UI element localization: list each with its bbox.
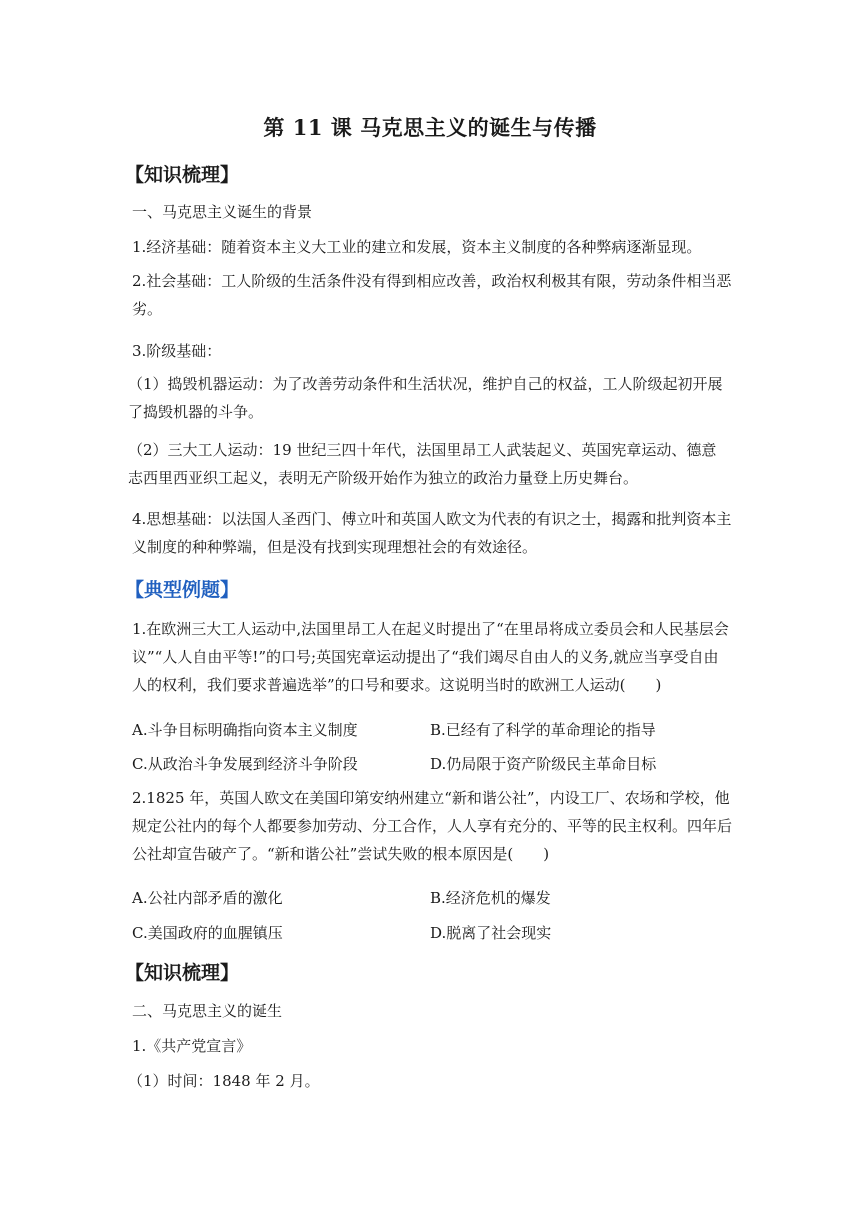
question-1-option-a: A.斗争目标明确指向资本主义制度 [132,721,358,739]
section-heading-knowledge: 【知识梳理】 [125,164,240,186]
question-2-option-a: A.公社内部矛盾的激化 [132,889,283,907]
paragraph-class-basis: 3.阶级基础： [132,342,222,360]
section-subtitle-background: 一、马克思主义诞生的背景 [132,203,313,221]
paragraph-social-basis: 2.社会基础：工人阶级的生活条件没有得到相应改善，政治权利极其有限，劳动条件相当恶劣。 [132,272,732,318]
question-1-stem: 1.在欧洲三大工人运动中,法国里昂工人在起义时提出了“在里昂将成立委员会和人民基层会议”“人人自由平等!”的口号;英国宪章运动提出了“我们竭尽自由人的义务,就应当享受自由人的权利，我们要求普遍选举”的口号和要求。这说明当时的欧洲工人运动( ) [132,620,729,694]
paragraph-economic-basis: 1.经济基础：随着资本主义大工业的建立和发展，资本主义制度的各种弊病逐渐显现。 [132,238,702,256]
section-heading-examples: 【典型例题】 [125,579,240,601]
section-subtitle-birth: 二、马克思主义的诞生 [132,1002,283,1020]
paragraph-manifesto-time: （1）时间：1848 年 2 月。 [128,1072,320,1090]
question-2-option-b: B.经济危机的爆发 [430,889,551,907]
paragraph-ideological-basis: 4.思想基础：以法国人圣西门、傅立叶和英国人欧文为代表的有识之士，揭露和批判资本主义制度的种种弊端，但是没有找到实现理想社会的有效途径。 [132,510,732,556]
question-1-option-c: C.从政治斗争发展到经济斗争阶段 [132,755,358,773]
paragraph-machine-breaking: （1）捣毁机器运动：为了改善劳动条件和生活状况，维护自己的权益，工人阶级起初开展了捣毁机器的斗争。 [128,375,723,421]
question-1-option-b: B.已经有了科学的革命理论的指导 [430,721,656,739]
paragraph-manifesto: 1.《共产党宣言》 [132,1037,252,1055]
section-heading-knowledge-2: 【知识梳理】 [125,962,240,984]
question-2-option-c: C.美国政府的血腥镇压 [132,924,283,942]
question-2-option-d: D.脱离了社会现实 [430,924,552,942]
paragraph-three-movements: （2）三大工人运动：19 世纪三四十年代，法国里昂工人武装起义、英国宪章运动、德意志西里西亚织工起义，表明无产阶级开始作为独立的政治力量登上历史舞台。 [128,441,717,487]
question-1-option-d: D.仍局限于资产阶级民主革命目标 [430,755,657,773]
lesson-title: 第 11 课 马克思主义的诞生与传播 [263,115,597,140]
question-2-stem: 2.1825 年，英国人欧文在美国印第安纳州建立“新和谐公社”，内设工厂、农场和学校，他规定公社内的每个人都要参加劳动、分工合作，人人享有充分的、平等的民主权利。四年后公社却宣告破产了。“新和谐公社”尝试失败的根本原因是( ) [132,789,733,863]
